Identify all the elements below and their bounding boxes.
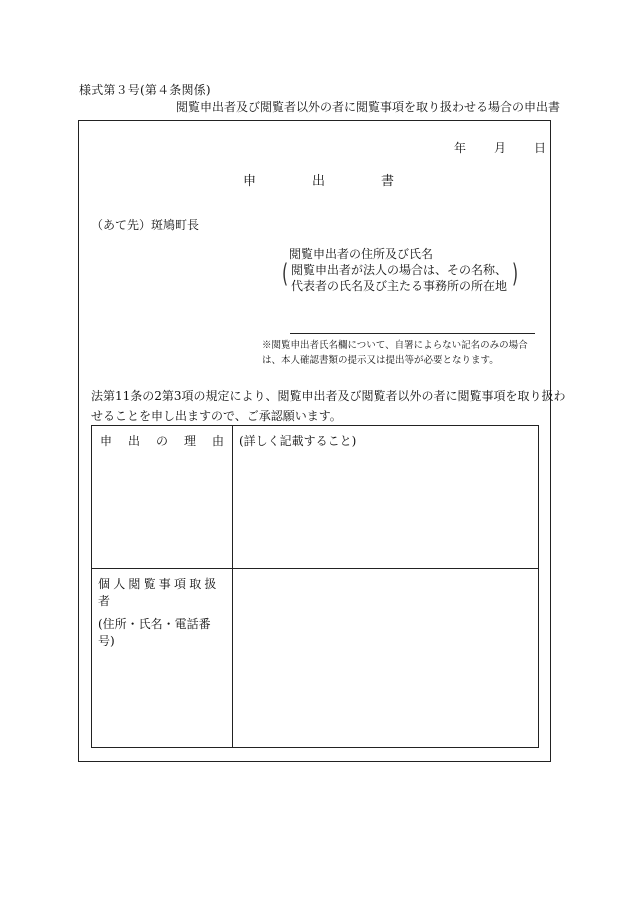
reason-label-char: 出 <box>127 434 140 448</box>
form-number: 様式第３号(第４条関係) <box>79 83 211 97</box>
date-year-label: 年 <box>454 141 467 155</box>
handler-label: 個人閲覧事項取扱者 <box>98 577 220 608</box>
heading-char-2: 出 <box>312 174 326 189</box>
bracket-close-icon: ) <box>512 259 519 289</box>
heading-char-1: 申 <box>243 174 257 189</box>
signature-note-line2: は、本人確認書類の提示又は提出等が必要となります。 <box>262 355 499 366</box>
table-row-handler <box>92 569 539 748</box>
reason-label-char: 理 <box>183 434 196 448</box>
form-title: 閲覧申出者及び閲覧者以外の者に閲覧事項を取り扱わせる場合の申出書 <box>176 100 561 114</box>
reason-label <box>98 432 226 449</box>
applicant-corp-line2: 代表者の氏名及び主たる事務所の所在地 <box>291 279 508 293</box>
reason-input-cell[interactable] <box>233 426 539 569</box>
addressee-prefix: （あて先） <box>91 218 152 232</box>
body-text-line2: せることを申し出ますので、ご承認願います。 <box>91 409 342 423</box>
reason-label-char: 申 <box>100 434 113 448</box>
reason-label-cell <box>92 426 233 569</box>
reason-label-char: の <box>155 434 168 448</box>
bracket-open-icon: ( <box>282 259 289 289</box>
applicant-label: 閲覧申出者の住所及び氏名 <box>289 247 434 261</box>
heading-char-3: 書 <box>381 174 395 189</box>
body-text-line1: 法第11条の2第3項の規定により、閲覧申出者及び閲覧者以外の者に閲覧事項を取り扱わ <box>91 389 566 403</box>
document-heading <box>243 170 394 189</box>
table-row-reason <box>92 426 539 569</box>
reason-table <box>91 425 539 748</box>
signature-note <box>262 338 528 368</box>
addressee-name: 斑鳩町長 <box>151 218 200 232</box>
signature-line[interactable] <box>290 333 535 334</box>
date-day-label: 日 <box>534 141 547 155</box>
applicant-block <box>289 246 507 294</box>
handler-input-cell[interactable] <box>233 569 539 748</box>
date-month-label: 月 <box>494 141 507 155</box>
body-text <box>91 386 566 426</box>
handler-sub-label: (住所・氏名・電話番号) <box>98 617 211 648</box>
handler-label-cell <box>92 569 233 748</box>
signature-note-line1: ※閲覧申出者氏名欄について、自署によらない記名のみの場合 <box>262 340 528 351</box>
applicant-corp-line1: 閲覧申出者が法人の場合は、その名称、 <box>291 263 508 277</box>
reason-label-char: 由 <box>211 434 224 448</box>
date-line <box>454 139 546 156</box>
addressee <box>91 216 199 233</box>
reason-hint: (詳しく記載すること) <box>239 434 357 448</box>
